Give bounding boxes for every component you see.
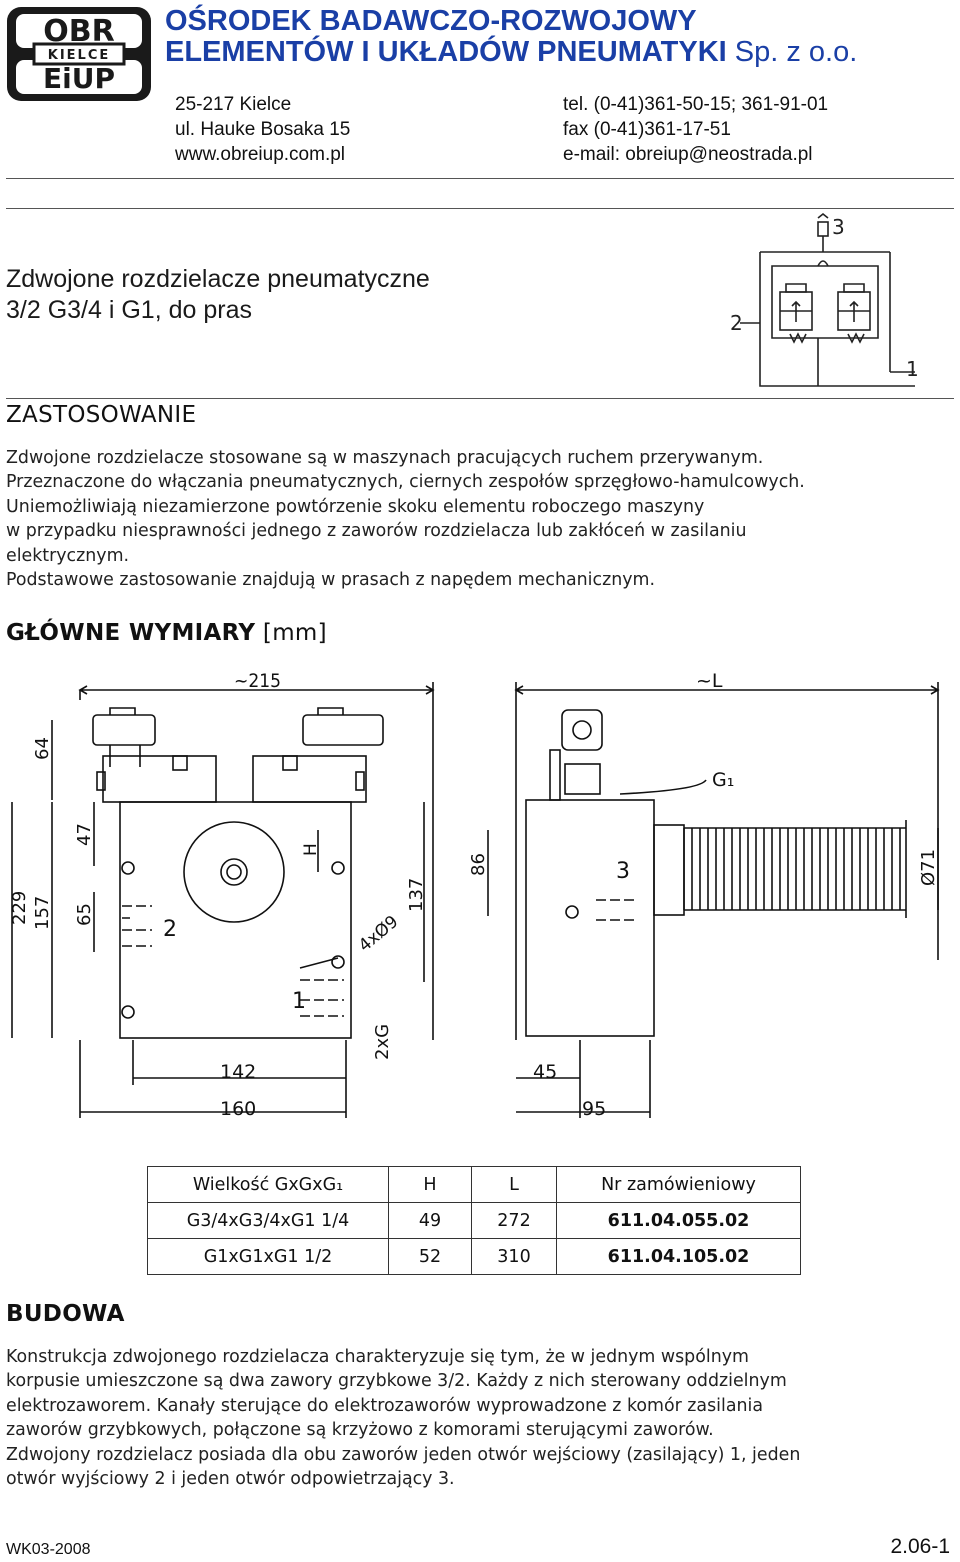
footer-code: WK03-2008 — [6, 1541, 91, 1558]
table-cell: 52 — [389, 1239, 472, 1275]
table-header-cell: Nr zamówieniowy — [557, 1167, 801, 1203]
contact-block — [563, 92, 828, 167]
section-heading-budowa: BUDOWA — [6, 1301, 125, 1327]
table-header-cell: Wielkość GxGxG₁ — [148, 1167, 389, 1203]
budowa-line: korpusie umieszczone są dwa zawory grzybkowe 3/2. Każdy z nich sterowany oddzielnym — [6, 1371, 787, 1392]
schematic-port-3: 3 — [832, 215, 845, 239]
table-cell: G3/4xG3/4xG1 1/4 — [148, 1203, 389, 1239]
zastosowanie-line: Przeznaczone do włączania pneumatycznych, ciernych zespołów sprzęgłowo-hamulcowych. — [6, 472, 805, 493]
budowa-line: zaworów grzybkowych, połączone są krzyżowo z komorami sterującymi zaworów. — [6, 1420, 714, 1441]
title-divider — [6, 208, 954, 209]
schematic-port-2: 2 — [730, 311, 743, 335]
product-title-line2: 3/2 G3/4 i G1, do pras — [6, 296, 252, 324]
drawing-port-3: 3 — [616, 859, 630, 884]
zastosowanie-line: w przypadku niesprawności jednego z zaworów rozdzielacza lub zakłóceń w zasilaniu — [6, 521, 747, 542]
contact-phone: tel. (0-41)361-50-15; 361-91-01 — [563, 94, 829, 115]
budowa-line: Konstrukcja zdwojonego rozdzielacza charakteryzuje się tym, że w jednym wspólnym — [6, 1347, 749, 1367]
spec-table — [147, 1166, 801, 1275]
address-block — [175, 92, 350, 167]
table-row — [148, 1203, 801, 1239]
contact-fax: fax (0-41)361-17-51 — [563, 119, 731, 140]
company-logo — [4, 4, 154, 104]
section-heading-wymiary — [6, 620, 327, 646]
address-street: ul. Hauke Bosaka 15 — [175, 119, 351, 140]
table-cell: 611.04.105.02 — [557, 1239, 801, 1275]
logo-top-text: OBR — [43, 14, 115, 49]
budowa-line: Zdwojony rozdzielacz posiada dla obu zaworów jeden otwór wejściowy (zasilający) 1, jeden — [6, 1444, 801, 1465]
company-name — [165, 6, 857, 68]
product-title-line1: Zdwojone rozdzielacze pneumatyczne — [6, 265, 430, 293]
dim-2xG: 2xG — [372, 1023, 393, 1060]
wymiary-title: GŁÓWNE WYMIARY — [6, 620, 256, 646]
dim-64: 64 — [32, 737, 53, 760]
table-header-cell: H — [389, 1167, 472, 1203]
schematic-port-1: 1 — [906, 357, 919, 381]
header-divider — [6, 178, 954, 179]
zastosowanie-line: Zdwojone rozdzielacze stosowane są w maszynach pracujących ruchem przerywanym. — [6, 448, 764, 468]
budowa-line: otwór wyjściowy 2 i jeden otwór odpowietrzający 3. — [6, 1469, 455, 1490]
dim-71: Ø71 — [918, 848, 939, 886]
budowa-text — [6, 1345, 956, 1491]
zastosowanie-text — [6, 446, 956, 592]
technical-drawing — [0, 660, 960, 1130]
dim-86: 86 — [468, 853, 489, 876]
dim-G1: G₁ — [712, 769, 735, 791]
wymiary-unit: [mm] — [262, 620, 327, 646]
company-name-suffix: Sp. z o.o. — [734, 36, 858, 68]
company-name-line2 — [165, 37, 857, 68]
section-divider — [6, 398, 954, 399]
budowa-line: elektrozaworem. Kanały sterujące do elektrozaworów wyprowadzone z komór zasilania — [6, 1395, 763, 1416]
dim-L: ~L — [696, 670, 723, 692]
section-heading-zastosowanie: ZASTOSOWANIE — [6, 402, 197, 428]
table-cell: G1xG1xG1 1/2 — [148, 1239, 389, 1275]
dim-47: 47 — [74, 823, 95, 846]
logo-middle-text: KIELCE — [47, 48, 111, 63]
dim-160: 160 — [220, 1098, 257, 1120]
zastosowanie-line: elektrycznym. — [6, 545, 130, 566]
table-cell: 310 — [472, 1239, 557, 1275]
zastosowanie-line: Uniemożliwiają niezamierzone powtórzenie skoku elementu roboczego maszyny — [6, 496, 705, 517]
product-title — [6, 264, 430, 326]
dim-95: 95 — [582, 1098, 607, 1120]
drawing-port-1: 1 — [292, 989, 306, 1014]
pneumatic-schematic — [720, 212, 956, 398]
contact-email[interactable]: e-mail: obreiup@neostrada.pl — [563, 144, 813, 165]
zastosowanie-line: Podstawowe zastosowanie znajdują w prasach z napędem mechanicznym. — [6, 570, 655, 591]
website-link[interactable]: www.obreiup.com.pl — [175, 144, 346, 165]
dim-4x9: 4xØ9 — [355, 911, 403, 957]
address-postal: 25-217 Kielce — [175, 94, 292, 115]
page-number: 2.06-1 — [890, 1535, 950, 1558]
dim-65: 65 — [74, 903, 95, 926]
table-row — [148, 1239, 801, 1275]
table-cell: 272 — [472, 1203, 557, 1239]
dim-157: 157 — [32, 895, 53, 930]
drawing-port-2: 2 — [163, 917, 177, 942]
table-header-row — [148, 1167, 801, 1203]
table-header-cell: L — [472, 1167, 557, 1203]
logo-bottom-text: EiUP — [43, 62, 115, 95]
dim-215: ~215 — [234, 670, 281, 692]
table-cell: 49 — [389, 1203, 472, 1239]
company-name-line1: OŚRODEK BADAWCZO-ROZWOJOWY — [165, 5, 697, 37]
dim-H: H — [301, 843, 321, 856]
company-name-bold: ELEMENTÓW I UKŁADÓW PNEUMATYKI — [165, 36, 727, 68]
dim-229: 229 — [9, 890, 30, 925]
dim-137: 137 — [406, 877, 427, 912]
table-cell: 611.04.055.02 — [557, 1203, 801, 1239]
dim-45: 45 — [533, 1061, 558, 1083]
dim-142: 142 — [220, 1061, 257, 1083]
